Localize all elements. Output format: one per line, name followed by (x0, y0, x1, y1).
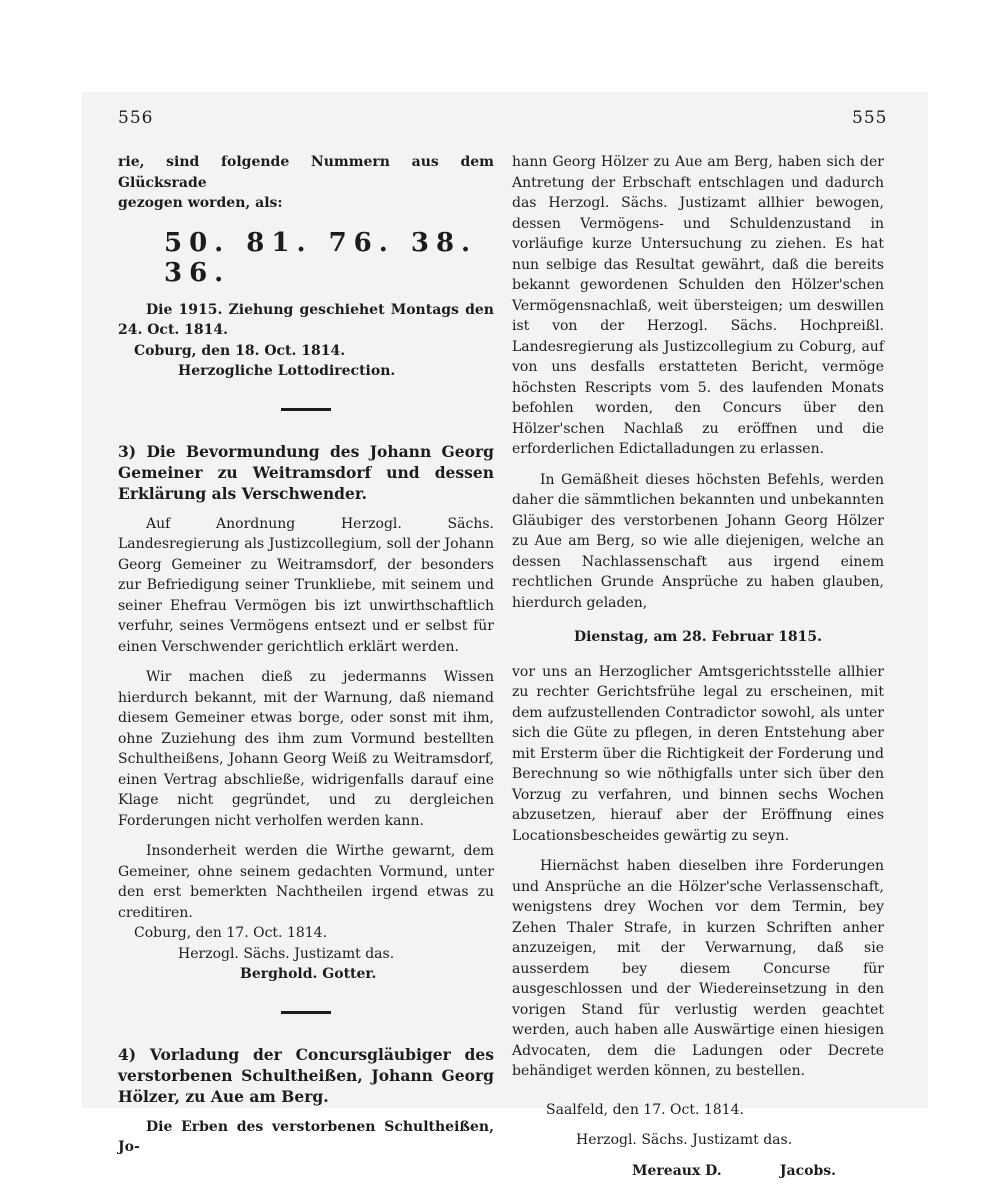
lottery-numbers: 50. 81. 76. 38. 36. (164, 227, 478, 288)
right-signers (512, 1161, 884, 1182)
left-column (118, 152, 494, 1158)
hoelzer-paragraph3: vor uns an Herzoglicher Amtsgerichtsstelle allhier zu rechter Gerichtsfrühe legal zu erscheinen, mit dem aufzustellenden Contradictor sowohl, als unter sich die Güte zu pflegen, in deren Entstehung aber mit Ersterm über die Richtigkeit der Forderung und Berechnung so wie nöthigfalls unter sich über den Vorzug zu verfahren, und binnen sechs Wochen abzusetzen, hierauf aber der Eröffnung eines Locationsbescheides gewärtig zu seyn. (512, 663, 884, 844)
section3-paragraph1: Auf Anordnung Herzogl. Sächs. Landesregierung als Justizcollegium, soll der Johann Georg Gemeiner zu Weitramsdorf, der besonders zur Befriedigung seiner Trunkliebe, mit seinem und seiner Ehefrau Vermögen bis izt unwirthschaftlich verfuhr, seines Vermögens entsezt und er selbst für einen Verschwender gerichtlich erklärt werden. (118, 515, 494, 655)
page-number-right: 555 (852, 108, 888, 128)
section3-signers: Berghold. Gotter. (240, 966, 377, 982)
signer-left: Mereaux D. (632, 1162, 722, 1179)
hoelzer-paragraph1: hann Georg Hölzer zu Aue am Berg, haben sich der Antretung der Erbschaft entschlagen und dadurch das Herzogl. Sächs. Justizamt allhier bewogen, dessen Vermögens- und Schuldenzustand in vorläufige kurze Untersuchung zu ziehen. Es hat nun selbige das Resultat gewährt, daß die bereits bekannt gewordenen Schulden den Hölzer'schen Vermögensnachlaß, weit übersteigen; um deswillen ist von der Herzogl. Sächs. Hochpreißl. Landesregierung als Justizcollegium zu Coburg, auf von uns desfalls erstatteten Bericht, vermöge höchsten Rescripts vom 5. des laufenden Monats befohlen worden, den Concurs über den Hölzer'schen Nachlaß zu eröffnen und die erforderlichen Edictalladungen zu erlassen. (512, 154, 884, 457)
section4-heading: 4) Vorladung der Concursgläubiger des verstorbenen Schultheißen, Johann Georg Hölzer, zu Aue am Berg. (118, 1044, 494, 1106)
right-column (512, 152, 884, 1181)
right-place-date: Saalfeld, den 17. Oct. 1814. (546, 1101, 744, 1118)
section4-paragraph1: Die Erben des verstorbenen Schultheißen, Jo- (118, 1118, 494, 1155)
section3-paragraph3: Insonderheit werden die Wirthe gewarnt, dem Gemeiner, ohne seinem gedachten Vormund, unter den erst bemerkten Nachtheilen irgend etwas zu creditiren. (118, 843, 494, 921)
lottery-intro-line2: gezogen worden, als: (118, 195, 283, 211)
page-number-left: 556 (118, 108, 154, 128)
lottery-notice: Die 1915. Ziehung geschiehet Montags den 24. Oct. 1814. (118, 301, 494, 338)
section3-authority: Herzogl. Sächs. Justizamt das. (178, 945, 395, 962)
section3-paragraph2: Wir machen dieß zu jedermanns Wissen hierdurch bekannt, mit der Warnung, daß niemand diesem Gemeiner etwas borge, oder sonst mit ihm, ohne Zuziehung des ihm zum Vormund bestellten Schultheißens, Johann Georg Weiß zu Weitramsdorf, einen Vertrag abschließe, widrigenfalls darauf eine Klage nicht gegründet, und zu dergleichen Forderungen nicht verholfen werden kann. (118, 669, 494, 829)
right-authority: Herzogl. Sächs. Justizamt das. (576, 1132, 793, 1148)
lottery-place-date: Coburg, den 18. Oct. 1814. (134, 342, 346, 359)
section3-place-date: Coburg, den 17. Oct. 1814. (134, 925, 328, 941)
lottery-intro-line1: rie, sind folgende Nummern aus dem Glücksrade (118, 154, 494, 191)
section-divider (281, 1011, 331, 1014)
hoelzer-paragraph2: In Gemäßheit dieses höchsten Befehls, werden daher die sämmtlichen bekannten und unbekannten Gläubiger des verstorbenen Johann Georg Hölzer zu Aue am Berg, so wie alle diejenigen, welche an dessen Nachlassenschaft aus irgend einem rechtlichen Grunde Ansprüche zu haben glauben, hierdurch geladen, (512, 471, 884, 611)
hearing-date: Dienstag, am 28. Februar 1815. (573, 629, 823, 645)
section-divider (281, 408, 331, 411)
hoelzer-paragraph4: Hiernächst haben dieselben ihre Forderungen und Ansprüche an die Hölzer'sche Verlassenschaft, wenigstens drey Wochen vor dem Termin, bey Zehen Thaler Strafe, in kurzen Schriften anher anzuzeigen, mit der Verwarnung, daß sie ausserdem bey diesem Concurse für ausgeschlossen und der Wiedereinsetzung in den vorigen Stand für verlustig werden geachtet werden, auch haben alle Auswärtige einen hiesigen Advocaten, dem die Ladungen oder Decrete behändiget werden können, zu bestellen. (512, 858, 884, 1079)
section3-heading: 3) Die Bevormundung des Johann Georg Gemeiner zu Weitramsdorf und dessen Erklärung als Verschwender. (118, 441, 494, 503)
lottery-authority: Herzogliche Lottodirection. (178, 363, 396, 379)
signer-right: Jacobs. (779, 1162, 836, 1179)
